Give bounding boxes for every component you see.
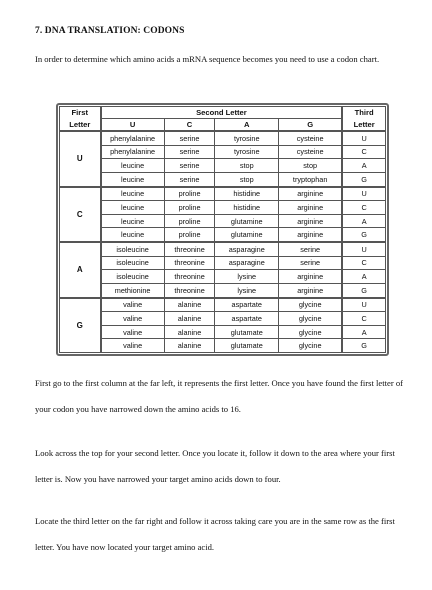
codon-row bbox=[60, 214, 386, 228]
amino-acid-cell: threonine bbox=[164, 256, 215, 270]
amino-acid-cell: arginine bbox=[279, 270, 343, 284]
amino-acid-cell: glycine bbox=[279, 298, 343, 312]
amino-acid-cell: serine bbox=[164, 131, 215, 145]
amino-acid-cell: serine bbox=[164, 159, 215, 173]
third-letter-cell: C bbox=[342, 312, 385, 326]
amino-acid-cell: alanine bbox=[164, 312, 215, 326]
codon-row bbox=[60, 325, 386, 339]
amino-acid-cell: leucine bbox=[101, 159, 165, 173]
codon-row bbox=[60, 172, 386, 186]
instruction-paragraph-1: First go to the first column at the far left, it represents the first letter. Once you have found the first letter of your codon you have narrowed down the amino acids to 16. bbox=[35, 378, 403, 414]
amino-acid-cell: valine bbox=[101, 325, 165, 339]
amino-acid-cell: stop bbox=[215, 172, 279, 186]
codon-row bbox=[60, 283, 386, 297]
third-letter-cell: A bbox=[342, 214, 385, 228]
amino-acid-cell: leucine bbox=[101, 228, 165, 242]
amino-acid-cell: methionine bbox=[101, 283, 165, 297]
amino-acid-cell: valine bbox=[101, 312, 165, 326]
third-letter-cell: G bbox=[342, 283, 385, 297]
amino-acid-cell: aspartate bbox=[215, 298, 279, 312]
amino-acid-cell: glutamine bbox=[215, 214, 279, 228]
amino-acid-cell: proline bbox=[164, 214, 215, 228]
amino-acid-cell: tyrosine bbox=[215, 145, 279, 159]
amino-acid-cell: serine bbox=[279, 256, 343, 270]
third-letter-cell: A bbox=[342, 159, 385, 173]
third-letter-header-line1: Third bbox=[342, 107, 385, 119]
amino-acid-cell: proline bbox=[164, 201, 215, 215]
amino-acid-cell: proline bbox=[164, 187, 215, 201]
amino-acid-cell: serine bbox=[164, 172, 215, 186]
third-letter-cell: U bbox=[342, 131, 385, 145]
amino-acid-cell: threonine bbox=[164, 270, 215, 284]
first-letter-header-line2: Letter bbox=[60, 119, 101, 132]
amino-acid-cell: glycine bbox=[279, 312, 343, 326]
amino-acid-cell: isoleucine bbox=[101, 242, 165, 256]
amino-acid-cell: asparagine bbox=[215, 256, 279, 270]
second-letter-g: G bbox=[279, 119, 343, 132]
codon-row bbox=[60, 256, 386, 270]
codon-row bbox=[60, 159, 386, 173]
amino-acid-cell: histidine bbox=[215, 201, 279, 215]
third-letter-cell: G bbox=[342, 339, 385, 353]
codon-row bbox=[60, 270, 386, 284]
instruction-paragraph-2: Look across the top for your second letter. Once you locate it, follow it down to the area where your first letter is. Now you have narrowed your target amino acids down to four. bbox=[35, 448, 395, 484]
third-letter-cell: U bbox=[342, 242, 385, 256]
amino-acid-cell: arginine bbox=[279, 228, 343, 242]
amino-acid-cell: cysteine bbox=[279, 145, 343, 159]
amino-acid-cell: phenylalanine bbox=[101, 145, 165, 159]
third-letter-cell: A bbox=[342, 325, 385, 339]
first-letter-cell: G bbox=[60, 298, 101, 353]
amino-acid-cell: arginine bbox=[279, 201, 343, 215]
instruction-paragraph-3: Locate the third letter on the far right and follow it across taking care you are in the same row as the first letter. You have now located your target amino acid. bbox=[35, 516, 395, 552]
amino-acid-cell: arginine bbox=[279, 283, 343, 297]
amino-acid-cell: isoleucine bbox=[101, 270, 165, 284]
codon-row bbox=[60, 145, 386, 159]
section-heading: 7. DNA TRANSLATION: CODONS bbox=[35, 26, 185, 36]
second-letter-header: Second Letter bbox=[101, 107, 343, 119]
third-letter-cell: C bbox=[342, 201, 385, 215]
first-letter-header-line1: First bbox=[60, 107, 101, 119]
first-letter-cell: A bbox=[60, 242, 101, 298]
codon-table-body bbox=[60, 131, 386, 353]
amino-acid-cell: glutamine bbox=[215, 228, 279, 242]
amino-acid-cell: serine bbox=[279, 242, 343, 256]
codon-row bbox=[60, 339, 386, 353]
amino-acid-cell: tryptophan bbox=[279, 172, 343, 186]
intro-paragraph: In order to determine which amino acids a mRNA sequence becomes you need to use a codon chart. bbox=[35, 54, 380, 64]
amino-acid-cell: isoleucine bbox=[101, 256, 165, 270]
amino-acid-cell: lysine bbox=[215, 283, 279, 297]
codon-row bbox=[60, 131, 386, 145]
codon-row bbox=[60, 312, 386, 326]
amino-acid-cell: stop bbox=[279, 159, 343, 173]
second-letter-u: U bbox=[101, 119, 165, 132]
amino-acid-cell: cysteine bbox=[279, 131, 343, 145]
amino-acid-cell: arginine bbox=[279, 214, 343, 228]
amino-acid-cell: threonine bbox=[164, 242, 215, 256]
amino-acid-cell: aspartate bbox=[215, 312, 279, 326]
amino-acid-cell: tyrosine bbox=[215, 131, 279, 145]
amino-acid-cell: glycine bbox=[279, 325, 343, 339]
codon-row bbox=[60, 187, 386, 201]
third-letter-cell: U bbox=[342, 187, 385, 201]
second-letter-c: C bbox=[164, 119, 215, 132]
amino-acid-cell: leucine bbox=[101, 187, 165, 201]
third-letter-cell: C bbox=[342, 256, 385, 270]
amino-acid-cell: lysine bbox=[215, 270, 279, 284]
amino-acid-cell: glutamate bbox=[215, 325, 279, 339]
amino-acid-cell: arginine bbox=[279, 187, 343, 201]
amino-acid-cell: asparagine bbox=[215, 242, 279, 256]
amino-acid-cell: threonine bbox=[164, 283, 215, 297]
third-letter-header-line2: Letter bbox=[342, 119, 385, 132]
amino-acid-cell: alanine bbox=[164, 298, 215, 312]
amino-acid-cell: glutamate bbox=[215, 339, 279, 353]
amino-acid-cell: leucine bbox=[101, 172, 165, 186]
amino-acid-cell: serine bbox=[164, 145, 215, 159]
amino-acid-cell: leucine bbox=[101, 214, 165, 228]
amino-acid-cell: leucine bbox=[101, 201, 165, 215]
amino-acid-cell: valine bbox=[101, 298, 165, 312]
amino-acid-cell: valine bbox=[101, 339, 165, 353]
codon-chart bbox=[56, 103, 389, 356]
codon-row bbox=[60, 228, 386, 242]
amino-acid-cell: stop bbox=[215, 159, 279, 173]
codon-row bbox=[60, 298, 386, 312]
first-letter-cell: U bbox=[60, 131, 101, 187]
third-letter-cell: C bbox=[342, 145, 385, 159]
amino-acid-cell: proline bbox=[164, 228, 215, 242]
amino-acid-cell: glycine bbox=[279, 339, 343, 353]
second-letter-a: A bbox=[215, 119, 279, 132]
codon-table bbox=[59, 106, 386, 353]
codon-row bbox=[60, 201, 386, 215]
amino-acid-cell: alanine bbox=[164, 325, 215, 339]
codon-row bbox=[60, 242, 386, 256]
amino-acid-cell: alanine bbox=[164, 339, 215, 353]
first-letter-cell: C bbox=[60, 187, 101, 243]
third-letter-cell: G bbox=[342, 172, 385, 186]
third-letter-cell: U bbox=[342, 298, 385, 312]
amino-acid-cell: phenylalanine bbox=[101, 131, 165, 145]
amino-acid-cell: histidine bbox=[215, 187, 279, 201]
third-letter-cell: A bbox=[342, 270, 385, 284]
third-letter-cell: G bbox=[342, 228, 385, 242]
